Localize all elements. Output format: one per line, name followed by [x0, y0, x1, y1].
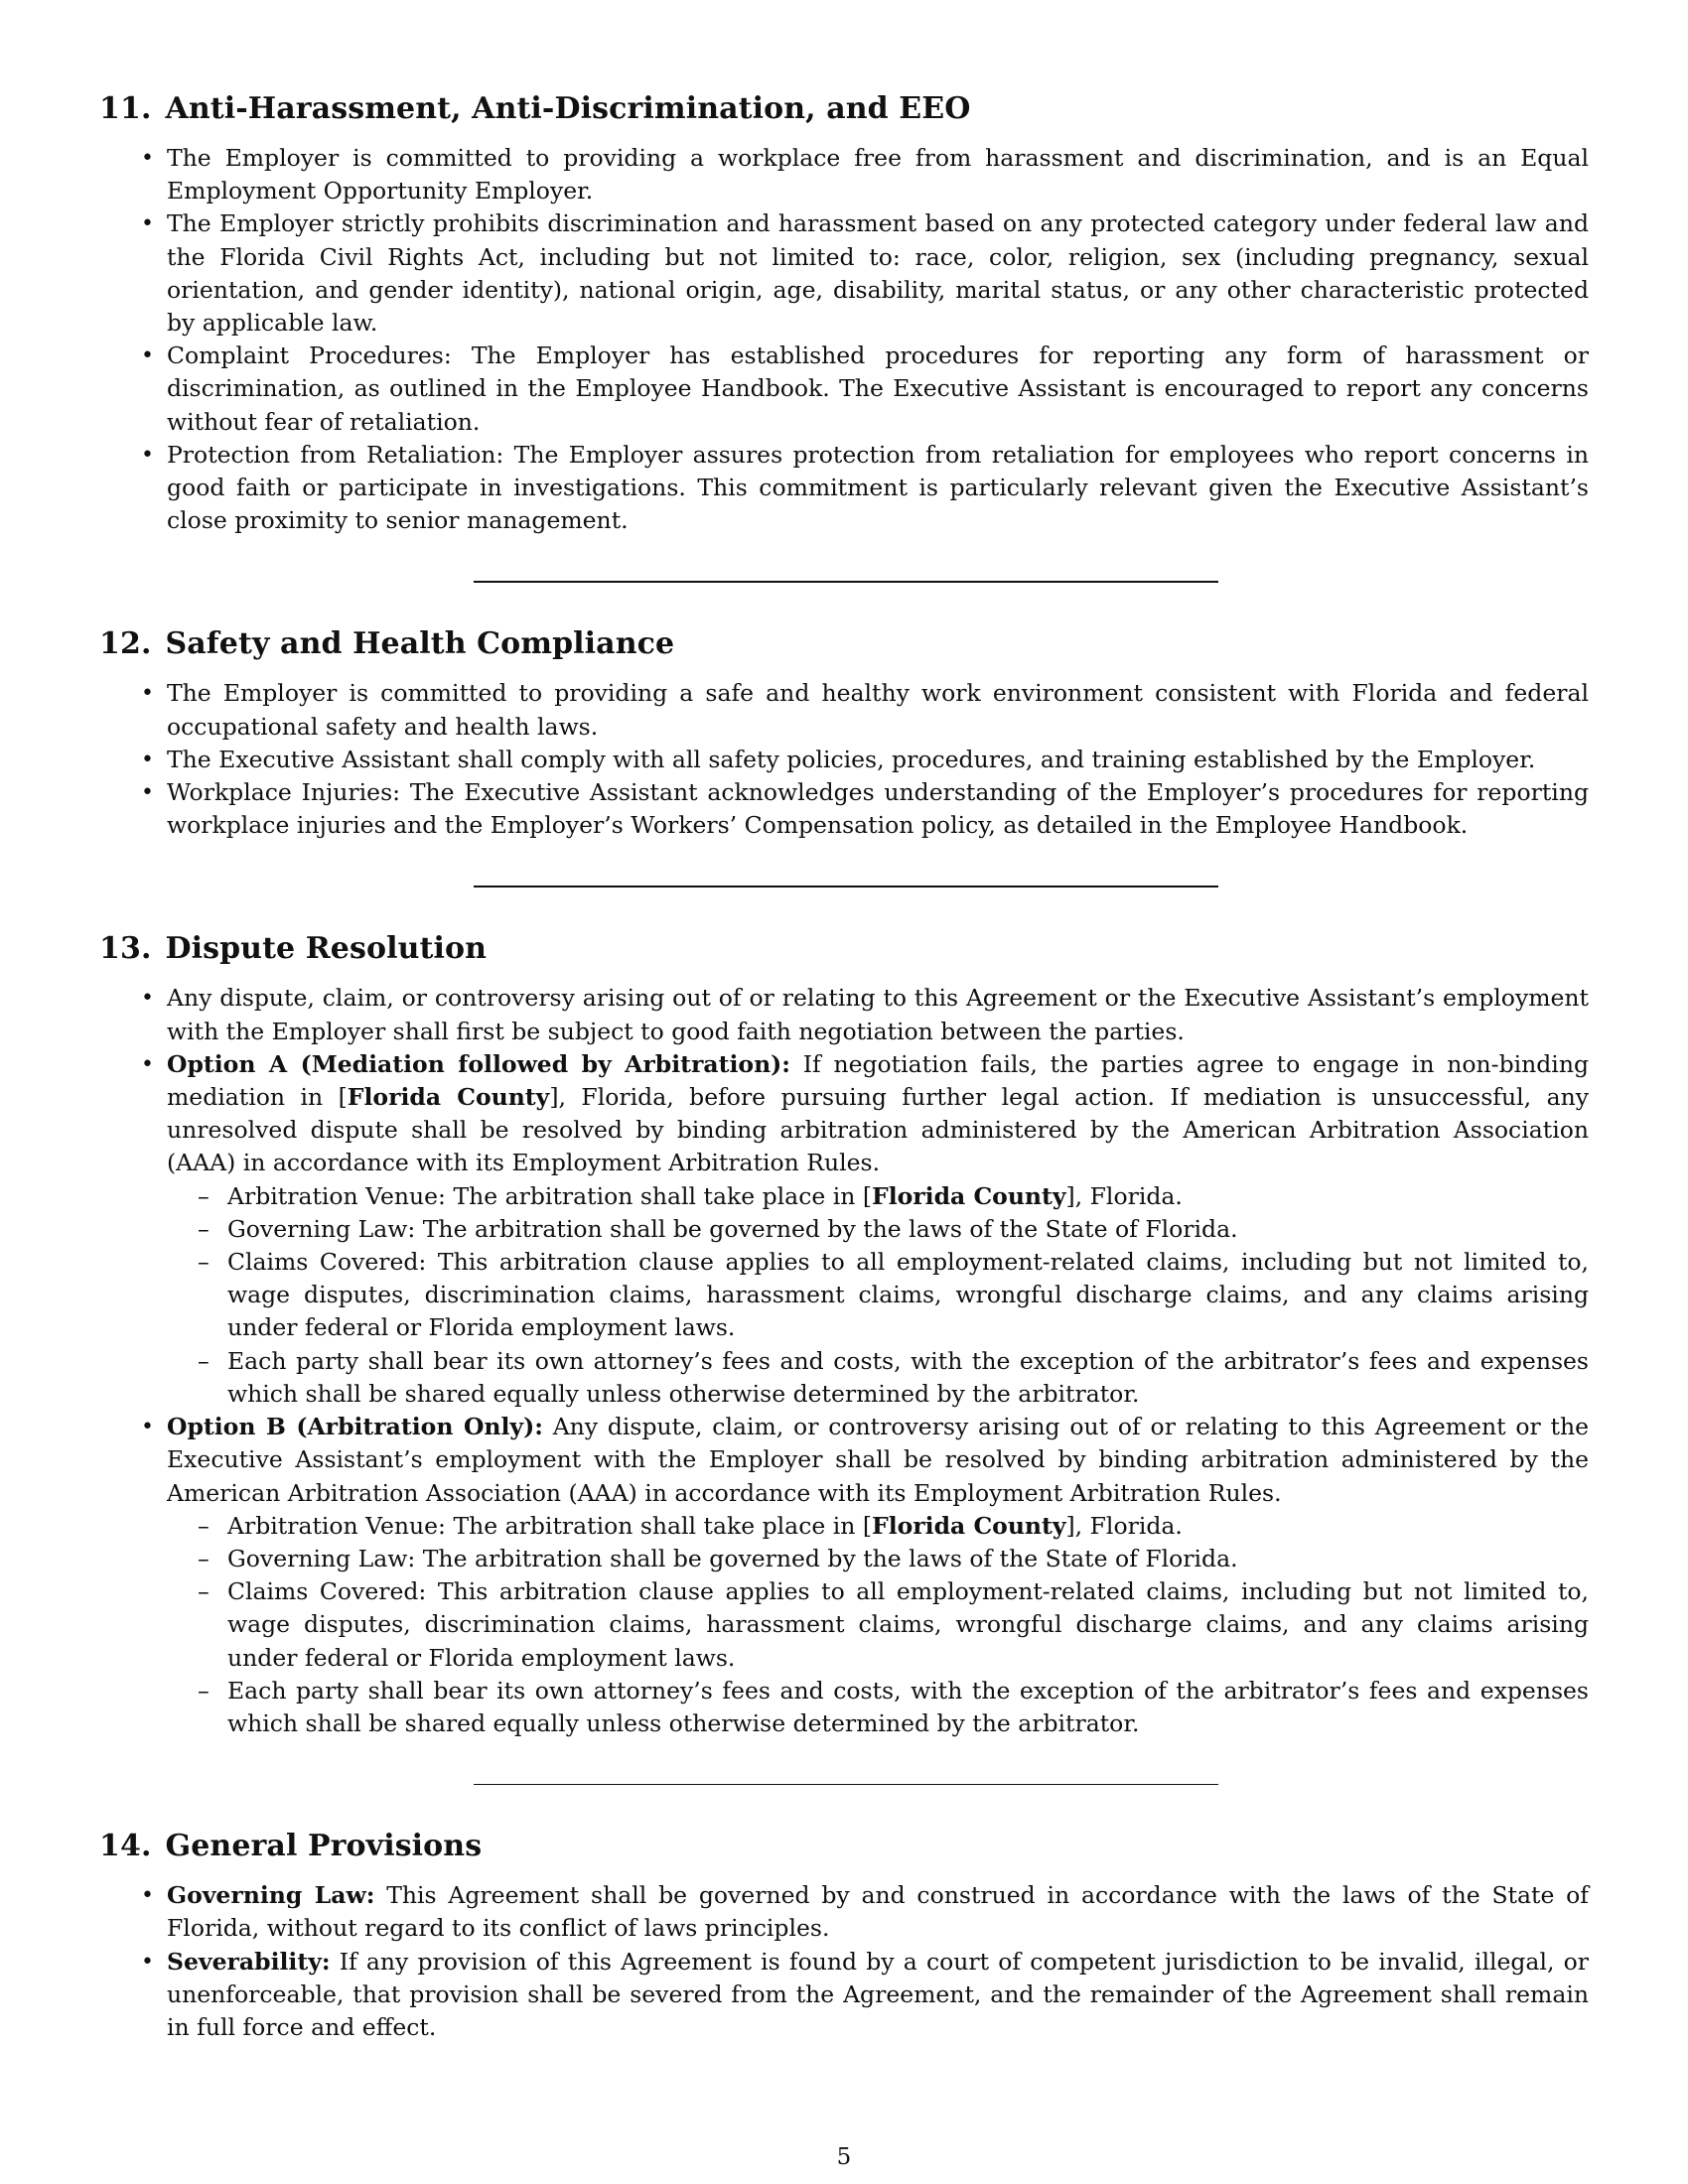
county-placeholder: Florida County	[872, 1181, 1066, 1210]
option-b-label: Option B (Arbitration Only):	[167, 1413, 543, 1441]
sub-item: – Each party shall bear its own attorney’s fees and costs, with the exception of the arbitrator’s fees and expenses which shall be shared equally unless otherwise determined by the arbitrator.	[227, 1675, 1589, 1740]
sub-list	[167, 1180, 1589, 1411]
sub-item: – Governing Law: The arbitration shall be governed by the laws of the State of Florida.	[227, 1213, 1589, 1246]
option-a-item: • Option A (Mediation followed by Arbitration): If negotiation fails, the parties agree to engage in non-binding mediation in [Florida County], Florida, before pursuing further legal action. If mediation is unsuccessful, any unresolved dispute shall be resolved by binding arbitration administered by the American Arbitration Association (AAA) in accordance with its Employment Arbitration Rules. – Arbitration Venue: The arbitration shall take place in [Florida County], Florida. – Governing Law: The arbitration shall be governed by the laws of the State of Florida. – Claims Covered: This arbitration clause applies to all employment-related claims, including but not limited to, wage disputes, discrimination claims, harassment claims, wrongful discharge claims, and any claims arising under federal or Florida employment laws. – Each party shall bear its own attorney’s fees and costs, with the exception of the arbitrator’s fees and expenses which shall be shared equally unless otherwise determined by the arbitrator.	[167, 1048, 1589, 1411]
section-heading: 14. General Provisions	[99, 1829, 483, 1864]
list-item: • Complaint Procedures: The Employer has established procedures for reporting any form of harassment or discrimination, as outlined in the Employee Handbook. The Executive Assistant is encouraged to report any concerns without fear of retaliation.	[167, 340, 1589, 439]
sub-list	[167, 1510, 1589, 1740]
option-a-label: Option A (Mediation followed by Arbitration):	[167, 1049, 790, 1078]
sub-item: – Arbitration Venue: The arbitration shall take place in [Florida County], Florida.	[227, 1180, 1589, 1213]
section-divider	[474, 581, 1218, 583]
list-item: • The Employer is committed to providing a workplace free from harassment and discrimination, and is an Equal Employment Opportunity Employer.	[167, 142, 1589, 207]
section-13	[99, 931, 1589, 1740]
section-divider	[474, 1784, 1218, 1785]
section-heading: 11. Anti-Harassment, Anti-Discrimination, and EEO	[99, 91, 971, 126]
option-b-item: • Option B (Arbitration Only): Any dispute, claim, or controversy arising out of or relating to this Agreement or the Executive Assistant’s employment with the Employer shall be resolved by binding arbitration administered by the American Arbitration Association (AAA) in accordance with its Employment Arbitration Rules. – Arbitration Venue: The arbitration shall take place in [Florida County], Florida. – Governing Law: The arbitration shall be governed by the laws of the State of Florida. – Claims Covered: This arbitration clause applies to all employment-related claims, including but not limited to, wage disputes, discrimination claims, harassment claims, wrongful discharge claims, and any claims arising under federal or Florida employment laws. – Each party shall bear its own attorney’s fees and costs, with the exception of the arbitrator’s fees and expenses which shall be shared equally unless otherwise determined by the arbitrator.	[167, 1411, 1589, 1740]
document-page	[99, 91, 1589, 2044]
list-item: • Protection from Retaliation: The Employer assures protection from retaliation for employees who report concerns in good faith or participate in investigations. This commitment is particularly relevant given the Executive Assistant’s close proximity to senior management.	[167, 439, 1589, 538]
section-12	[99, 626, 1589, 842]
list-item: • Governing Law: This Agreement shall be governed by and construed in accordance with the laws of the State of Florida, without regard to its conflict of laws principles.	[167, 1879, 1589, 1945]
list-item: • Any dispute, claim, or controversy arising out of or relating to this Agreement or the Executive Assistant’s employment with the Employer shall first be subject to good faith negotiation between the parties.	[167, 982, 1589, 1047]
list-item: • The Employer strictly prohibits discrimination and harassment based on any protected category under federal law and the Florida Civil Rights Act, including but not limited to: race, color, religion, sex (including pregnancy, sexual orientation, and gender identity), national origin, age, disability, marital status, or any other characteristic protected by applicable law.	[167, 207, 1589, 340]
section-14	[99, 1829, 1589, 2044]
bullet-list	[99, 142, 1589, 537]
bullet-list	[99, 677, 1589, 842]
page-number: 5	[836, 2144, 852, 2170]
county-placeholder: Florida County	[872, 1511, 1066, 1540]
section-divider	[474, 886, 1218, 887]
bullet-list	[99, 1879, 1589, 2044]
sub-item: – Claims Covered: This arbitration clause applies to all employment-related claims, including but not limited to, wage disputes, discrimination claims, harassment claims, wrongful discharge claims, and any claims arising under federal or Florida employment laws.	[227, 1246, 1589, 1345]
list-item: • The Employer is committed to providing a safe and healthy work environment consistent with Florida and federal occupational safety and health laws.	[167, 677, 1589, 743]
bullet-list	[99, 982, 1589, 1740]
list-item: • Workplace Injuries: The Executive Assistant acknowledges understanding of the Employer’s procedures for reporting workplace injuries and the Employer’s Workers’ Compensation policy, as detailed in the Employee Handbook.	[167, 776, 1589, 842]
section-heading: 13. Dispute Resolution	[99, 931, 487, 967]
sub-item: – Arbitration Venue: The arbitration shall take place in [Florida County], Florida.	[227, 1510, 1589, 1543]
section-11	[99, 91, 1589, 537]
sub-item: – Governing Law: The arbitration shall be governed by the laws of the State of Florida.	[227, 1543, 1589, 1575]
section-heading: 12. Safety and Health Compliance	[99, 626, 675, 662]
sub-item: – Each party shall bear its own attorney’s fees and costs, with the exception of the arbitrator’s fees and expenses which shall be shared equally unless otherwise determined by the arbitrator.	[227, 1345, 1589, 1411]
county-placeholder: Florida County	[347, 1083, 550, 1112]
list-item: • The Executive Assistant shall comply with all safety policies, procedures, and training established by the Employer.	[167, 744, 1589, 776]
list-item: • Severability: If any provision of this Agreement is found by a court of competent jurisdiction to be invalid, illegal, or unenforceable, that provision shall be severed from the Agreement, and the remainder of the Agreement shall remain in full force and effect.	[167, 1946, 1589, 2045]
sub-item: – Claims Covered: This arbitration clause applies to all employment-related claims, including but not limited to, wage disputes, discrimination claims, harassment claims, wrongful discharge claims, and any claims arising under federal or Florida employment laws.	[227, 1575, 1589, 1675]
term-label: Governing Law:	[167, 1881, 375, 1910]
term-label: Severability:	[167, 1947, 331, 1976]
